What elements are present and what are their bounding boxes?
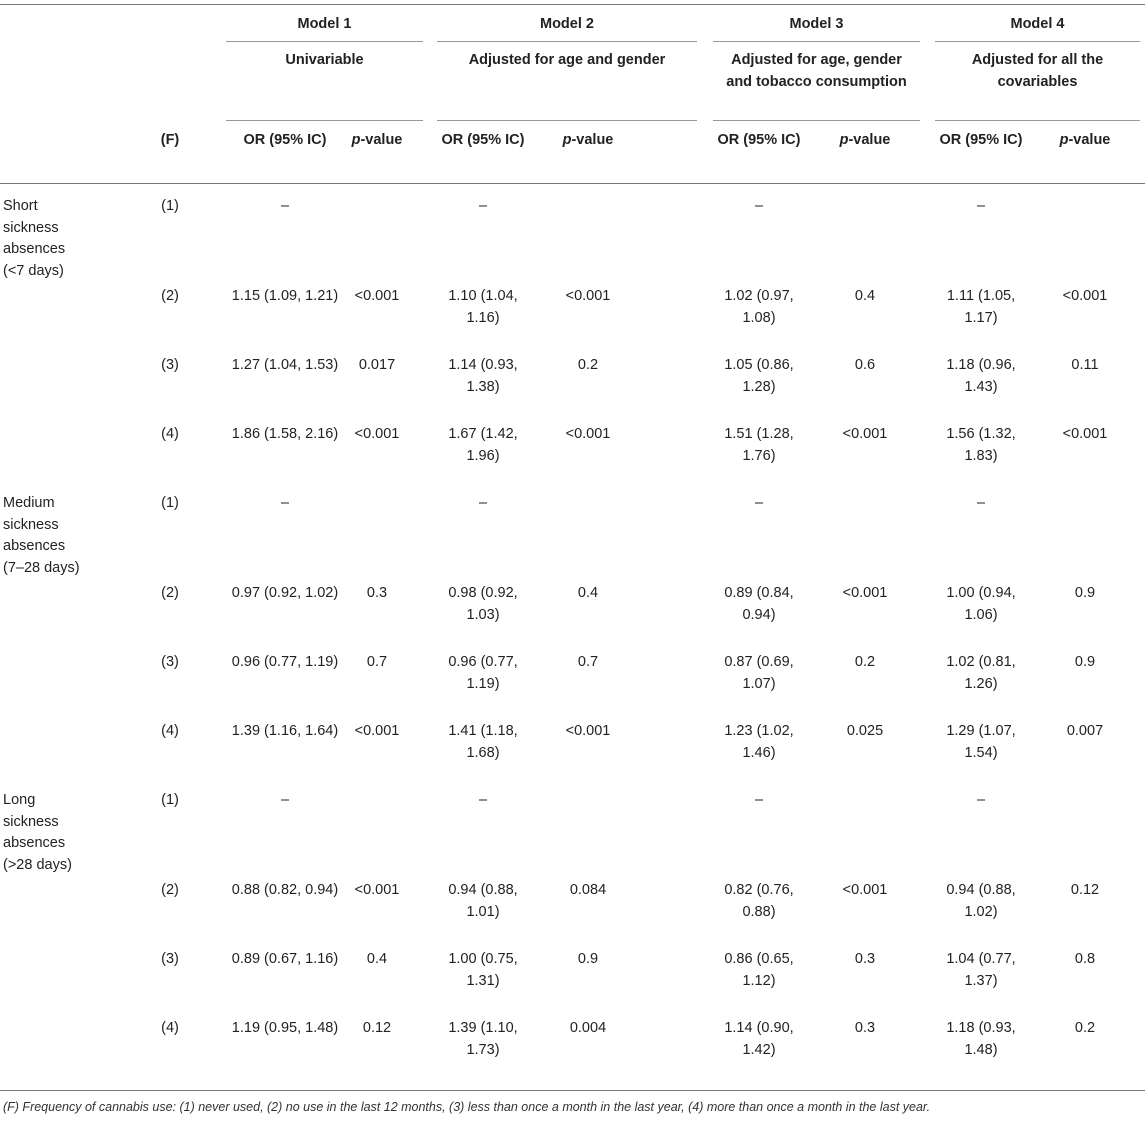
p-value: <0.001 — [842, 882, 888, 898]
frequency-code: (3) — [161, 654, 179, 670]
p-value: 0.8 — [1074, 951, 1096, 967]
odds-ratio-ci: 1.39 (1.16, 1.64) — [231, 723, 339, 739]
p-value: 0.3 — [366, 585, 388, 601]
p-value-suffix: -value — [848, 132, 891, 148]
model-4-title: Model 4 — [1010, 16, 1065, 32]
p-value: 0.7 — [577, 654, 599, 670]
p-value: <0.001 — [1062, 426, 1108, 442]
p-value-italic-p: p — [351, 132, 361, 148]
p-value: 0.2 — [577, 357, 599, 373]
group-label: Long sickness absences (>28 days) — [3, 792, 72, 873]
p-value-italic-p: p — [839, 132, 849, 148]
frequency-code: (4) — [161, 1020, 179, 1036]
odds-ratio-ci: 1.39 (1.10, 1.73) — [448, 1020, 518, 1058]
odds-ratio-ci: 0.96 (0.77, 1.19) — [231, 654, 339, 670]
frequency-code: (3) — [161, 951, 179, 967]
odds-ratio-ci: 0.82 (0.76, 0.88) — [724, 882, 794, 920]
frequency-code: (2) — [161, 288, 179, 304]
odds-ratio-ci: 0.87 (0.69, 1.07) — [724, 654, 794, 692]
p-value: 0.017 — [358, 357, 396, 373]
model-1-title: Model 1 — [297, 16, 352, 32]
p-value: <0.001 — [565, 426, 611, 442]
odds-ratio-ci: 1.04 (0.77, 1.37) — [946, 951, 1016, 989]
p-value: <0.001 — [565, 723, 611, 739]
p-value-suffix: -value — [360, 132, 403, 148]
header-bottom-rule — [0, 183, 1145, 184]
model-1-rule — [226, 41, 423, 42]
odds-ratio-ci: – — [280, 792, 290, 808]
or-column-header: OR (95% IC) — [441, 132, 525, 148]
p-value: 0.025 — [846, 723, 884, 739]
p-value: 0.3 — [854, 951, 876, 967]
p-value: <0.001 — [354, 882, 400, 898]
p-value: 0.2 — [1074, 1020, 1096, 1036]
table-bottom-rule — [0, 1090, 1145, 1091]
p-value-italic-p: p — [562, 132, 572, 148]
odds-ratio-ci: 0.98 (0.92, 1.03) — [448, 585, 518, 623]
p-value: 0.4 — [577, 585, 599, 601]
odds-ratio-ci: 1.00 (0.75, 1.31) — [448, 951, 518, 989]
odds-ratio-ci: – — [478, 792, 488, 808]
odds-ratio-ci: 1.51 (1.28, 1.76) — [724, 426, 794, 464]
odds-ratio-ci: 1.02 (0.81, 1.26) — [946, 654, 1016, 692]
odds-ratio-ci: 0.89 (0.67, 1.16) — [231, 951, 339, 967]
frequency-code: (4) — [161, 426, 179, 442]
or-column-header: OR (95% IC) — [939, 132, 1023, 148]
p-value: <0.001 — [842, 585, 888, 601]
p-value: 0.6 — [854, 357, 876, 373]
odds-ratio-ci: – — [478, 198, 488, 214]
or-column-header: OR (95% IC) — [717, 132, 801, 148]
model-2-title: Model 2 — [540, 16, 594, 32]
group-label: Short sickness absences (<7 days) — [3, 198, 66, 279]
p-value: <0.001 — [354, 288, 400, 304]
p-value: 0.4 — [366, 951, 388, 967]
frequency-code: (2) — [161, 882, 179, 898]
group-label: Medium sickness absences (7–28 days) — [3, 495, 80, 576]
odds-ratio-ci: 1.15 (1.09, 1.21) — [231, 288, 339, 304]
p-value: 0.12 — [1070, 882, 1100, 898]
model-2-rule — [437, 41, 697, 42]
odds-ratio-ci: 0.96 (0.77, 1.19) — [448, 654, 518, 692]
p-value: 0.9 — [577, 951, 599, 967]
odds-ratio-ci: 0.94 (0.88, 1.02) — [946, 882, 1016, 920]
odds-ratio-ci: 1.00 (0.94, 1.06) — [946, 585, 1016, 623]
p-value: <0.001 — [1062, 288, 1108, 304]
odds-ratio-ci: 1.67 (1.42, 1.96) — [448, 426, 518, 464]
odds-ratio-ci: – — [754, 198, 764, 214]
odds-ratio-ci: – — [976, 792, 986, 808]
p-value-column-header — [806, 130, 924, 152]
p-value-italic-p: p — [1059, 132, 1069, 148]
or-column-header: OR (95% IC) — [243, 132, 327, 148]
odds-ratio-ci: 1.29 (1.07, 1.54) — [946, 723, 1016, 761]
p-value: 0.007 — [1066, 723, 1104, 739]
odds-ratio-ci: 1.05 (0.86, 1.28) — [724, 357, 794, 395]
model-2-sub-rule — [437, 120, 697, 121]
odds-ratio-ci: 1.14 (0.90, 1.42) — [724, 1020, 794, 1058]
p-value: 0.11 — [1071, 357, 1099, 373]
odds-ratio-ci: 1.23 (1.02, 1.46) — [724, 723, 794, 761]
odds-ratio-ci: 0.97 (0.92, 1.02) — [231, 585, 339, 601]
odds-ratio-ci: 1.11 (1.05, 1.17) — [946, 288, 1016, 326]
odds-ratio-ci: 1.10 (1.04, 1.16) — [448, 288, 518, 326]
frequency-code: (4) — [161, 723, 179, 739]
p-value: <0.001 — [354, 426, 400, 442]
frequency-code: (1) — [161, 198, 179, 214]
odds-ratio-ci: 0.94 (0.88, 1.01) — [448, 882, 518, 920]
model-1-sub-rule — [226, 120, 423, 121]
p-value-column-header — [1030, 130, 1140, 152]
p-value: 0.084 — [569, 882, 607, 898]
odds-ratio-ci: 1.18 (0.96, 1.43) — [946, 357, 1016, 395]
model-3-title: Model 3 — [789, 16, 844, 32]
p-value: 0.12 — [362, 1020, 392, 1036]
model-3-description: Adjusted for age, gender and tobacco consumption — [726, 52, 907, 90]
odds-ratio-ci: 0.86 (0.65, 1.12) — [724, 951, 794, 989]
p-value: <0.001 — [842, 426, 888, 442]
table-footnote: (F) Frequency of cannabis use: (1) never used, (2) no use in the last 12 months, (3) less than once a month in the last year, (4) more than once a month in the last year. — [3, 1100, 931, 1114]
p-value: 0.004 — [569, 1020, 607, 1036]
odds-ratio-ci: – — [478, 495, 488, 511]
odds-ratio-ci: 0.88 (0.82, 0.94) — [231, 882, 339, 898]
model-2-description: Adjusted for age and gender — [468, 52, 666, 68]
model-1-description: Univariable — [285, 52, 364, 68]
odds-ratio-ci: 1.27 (1.04, 1.53) — [231, 357, 339, 373]
odds-ratio-ci: 1.18 (0.93, 1.48) — [946, 1020, 1016, 1058]
model-4-sub-rule — [935, 120, 1140, 121]
p-value: <0.001 — [565, 288, 611, 304]
model-3-rule — [713, 41, 920, 42]
p-value: <0.001 — [354, 723, 400, 739]
frequency-code: (1) — [161, 792, 179, 808]
model-3-sub-rule — [713, 120, 920, 121]
model-4-description: Adjusted for all the covariables — [971, 52, 1104, 90]
odds-ratio-ci: – — [754, 792, 764, 808]
odds-ratio-ci: – — [280, 495, 290, 511]
odds-ratio-ci: 0.89 (0.84, 0.94) — [724, 585, 794, 623]
odds-ratio-ci: – — [280, 198, 290, 214]
odds-ratio-ci: – — [976, 495, 986, 511]
p-value: 0.9 — [1074, 585, 1096, 601]
f-column-header: (F) — [160, 132, 180, 148]
model-4-rule — [935, 41, 1140, 42]
odds-ratio-ci: 1.02 (0.97, 1.08) — [724, 288, 794, 326]
frequency-code: (3) — [161, 357, 179, 373]
table-top-rule — [0, 4, 1145, 5]
p-value-column-header — [532, 130, 644, 152]
p-value-suffix: -value — [1068, 132, 1111, 148]
p-value-suffix: -value — [571, 132, 614, 148]
odds-ratio-ci: 1.86 (1.58, 2.16) — [231, 426, 339, 442]
odds-ratio-ci: 1.41 (1.18, 1.68) — [448, 723, 518, 761]
p-value-column-header — [336, 130, 418, 152]
odds-ratio-ci: – — [754, 495, 764, 511]
p-value: 0.9 — [1074, 654, 1096, 670]
p-value: 0.4 — [854, 288, 876, 304]
odds-ratio-ci: 1.14 (0.93, 1.38) — [448, 357, 518, 395]
frequency-code: (1) — [161, 495, 179, 511]
p-value: 0.7 — [366, 654, 388, 670]
p-value: 0.3 — [854, 1020, 876, 1036]
odds-ratio-ci: – — [976, 198, 986, 214]
p-value: 0.2 — [854, 654, 876, 670]
frequency-code: (2) — [161, 585, 179, 601]
odds-ratio-ci: 1.19 (0.95, 1.48) — [231, 1020, 339, 1036]
odds-ratio-ci: 1.56 (1.32, 1.83) — [946, 426, 1016, 464]
